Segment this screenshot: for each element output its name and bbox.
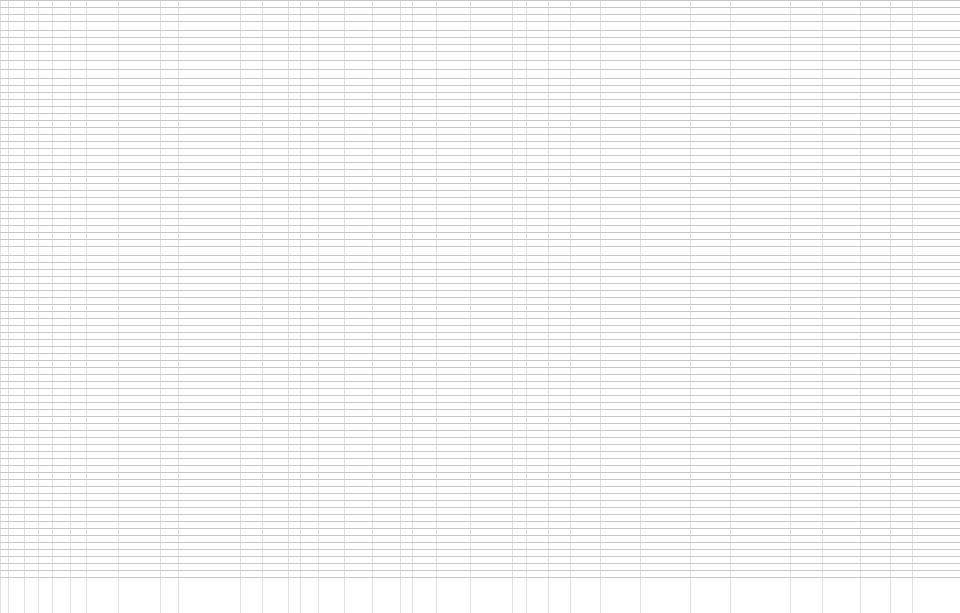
table-row	[0, 451, 960, 458]
table-row	[0, 239, 960, 246]
table-row	[0, 465, 960, 472]
table-row	[0, 430, 960, 437]
table-row	[0, 493, 960, 500]
table-row	[0, 444, 960, 451]
table-row	[0, 134, 960, 141]
table-row	[0, 486, 960, 493]
table-row	[0, 37, 960, 44]
table-row	[0, 549, 960, 556]
table-row	[0, 290, 960, 297]
table-row	[0, 570, 960, 577]
table-row	[0, 246, 960, 255]
table-row	[0, 500, 960, 507]
table-row	[0, 276, 960, 283]
table-row	[0, 21, 960, 30]
table-row	[0, 106, 960, 113]
table-row	[0, 141, 960, 148]
table-row	[0, 190, 960, 197]
table-row	[0, 318, 960, 325]
table-row	[0, 155, 960, 162]
table-row	[0, 269, 960, 276]
table-row	[0, 69, 960, 78]
table-row	[0, 514, 960, 521]
table-row	[0, 360, 960, 367]
table-row	[0, 402, 960, 409]
table-row	[0, 197, 960, 204]
table-row	[0, 232, 960, 239]
table-row	[0, 472, 960, 479]
table-row	[0, 563, 960, 570]
table-row	[0, 353, 960, 360]
table-row	[0, 162, 960, 169]
table-row	[0, 183, 960, 190]
table-row	[0, 297, 960, 304]
table-row	[0, 304, 960, 311]
table-row	[0, 577, 960, 584]
table-row	[0, 409, 960, 416]
table-row	[0, 374, 960, 381]
table-row	[0, 113, 960, 120]
table-row	[0, 30, 960, 37]
table-row	[0, 92, 960, 99]
table-row	[0, 458, 960, 465]
table-row	[0, 283, 960, 290]
table-row	[0, 479, 960, 486]
table-row	[0, 528, 960, 535]
table-row	[0, 437, 960, 444]
table-row	[0, 339, 960, 346]
table-row	[0, 7, 960, 14]
table-row	[0, 44, 960, 51]
table-row	[0, 51, 960, 60]
table-row	[0, 311, 960, 318]
table-row	[0, 535, 960, 542]
table-row	[0, 169, 960, 176]
table-row	[0, 218, 960, 225]
table-row	[0, 556, 960, 563]
table-row	[0, 395, 960, 402]
table-row	[0, 78, 960, 85]
table-row	[0, 416, 960, 423]
table-row	[0, 542, 960, 549]
table-row	[0, 211, 960, 218]
table-row	[0, 127, 960, 134]
table-row	[0, 225, 960, 232]
table-row	[0, 60, 960, 69]
table-row	[0, 521, 960, 528]
table-row	[0, 423, 960, 430]
table-row	[0, 0, 960, 7]
table-row	[0, 262, 960, 269]
table-row	[0, 176, 960, 183]
table-row	[0, 255, 960, 262]
table-row	[0, 381, 960, 388]
table-row	[0, 507, 960, 514]
table-row	[0, 85, 960, 92]
table-row	[0, 346, 960, 353]
table-row	[0, 148, 960, 155]
table-row	[0, 204, 960, 211]
table-row	[0, 388, 960, 395]
table-row	[0, 332, 960, 339]
table-row	[0, 120, 960, 127]
table-row	[0, 14, 960, 21]
table-row	[0, 325, 960, 332]
table-row	[0, 99, 960, 106]
table-row	[0, 367, 960, 374]
